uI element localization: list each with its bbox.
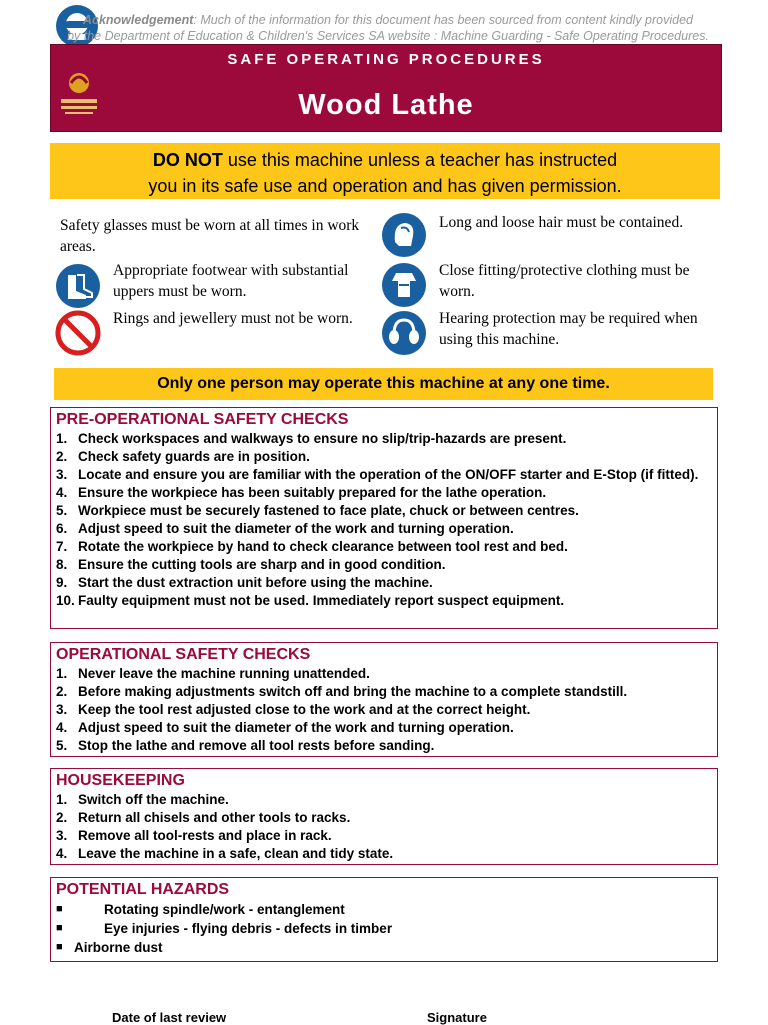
hazard-item: ■ Eye injuries - flying debris - defects in timber (56, 921, 393, 936)
ppe-glasses-text: Safety glasses must be worn at all times in work areas. (60, 217, 360, 255)
list-item: 7. Rotate the workpiece by hand to check clearance between tool rest and bed. (56, 539, 568, 554)
title-banner (50, 44, 722, 132)
warning-line1: use this machine unless a teacher has instructed (222, 150, 618, 170)
list-item: 4. Ensure the workpiece has been suitably prepared for the lathe operation. (56, 485, 547, 500)
list-item: 4. Adjust speed to suit the diameter of the work and turning operation. (56, 720, 514, 735)
last-review-label: Date of last review (112, 1010, 227, 1025)
list-item: 10. Faulty equipment must not be used. Immediately report suspect equipment. (56, 593, 565, 608)
hearing-protection-icon (381, 310, 427, 356)
acknowledgement-note (58, 12, 718, 44)
list-item: 9. Start the dust extraction unit before using the machine. (56, 575, 433, 590)
housekeeping-list (56, 791, 713, 863)
banner-subtitle: SAFE OPERATING PROCEDURES (227, 51, 545, 68)
hazard-item: ■ Airborne dust (56, 940, 163, 955)
pre-operational-section (50, 407, 718, 629)
potential-hazards-section (50, 877, 718, 962)
operational-heading: OPERATIONAL SAFETY CHECKS (56, 646, 311, 663)
no-jewellery-icon (55, 310, 101, 356)
ppe-clothing-text: Close fitting/protective clothing must be worn. (439, 262, 690, 300)
list-item: 5. Workpiece must be securely fastened to face plate, chuck or between centres. (56, 503, 579, 518)
one-person-notice: Only one person may operate this machine at any one time. (54, 368, 713, 400)
ppe-jewellery-text: Rings and jewellery must not be worn. (113, 310, 353, 327)
operational-section (50, 642, 718, 757)
ppe-footwear-text: Appropriate footwear with substantial uppers must be worn. (113, 262, 349, 300)
warning-line2: you in its safe use and operation and has given permission. (148, 176, 622, 196)
list-item: 1. Check workspaces and walkways to ensure no slip/trip-hazards are present. (56, 431, 567, 446)
ppe-hearing-text: Hearing protection may be required when using this machine. (439, 310, 698, 348)
safety-boots-icon (55, 263, 101, 309)
ppe-hair-text: Long and loose hair must be contained. (439, 214, 684, 231)
pre-operational-heading: PRE-OPERATIONAL SAFETY CHECKS (56, 411, 349, 428)
list-item: 5. Stop the lathe and remove all tool rests before sanding. (56, 738, 435, 753)
signature-label: Signature (427, 1010, 487, 1025)
list-item: 2. Before making adjustments switch off and bring the machine to a complete standstill. (56, 684, 628, 699)
acknowledgement-label: Acknowledgement (82, 13, 194, 27)
list-item: 3. Remove all tool-rests and place in rack. (56, 828, 332, 843)
pre-operational-list (56, 430, 713, 610)
warning-emphasis: DO NOT (152, 150, 223, 170)
page-title: Wood Lathe (298, 89, 474, 121)
hair-contained-icon (381, 212, 427, 258)
list-item: 2. Check safety guards are in position. (56, 449, 310, 464)
acknowledgement-line2: by the Department of Education & Children's Services SA website : Machine Guarding - Safe Operating Procedures. (67, 29, 709, 43)
housekeeping-section (50, 768, 718, 865)
list-item: 8. Ensure the cutting tools are sharp and in good condition. (56, 557, 446, 572)
list-item: 6. Adjust speed to suit the diameter of the work and turning operation. (56, 521, 514, 536)
list-item: 1. Never leave the machine running unattended. (56, 666, 370, 681)
list-item: 3. Keep the tool rest adjusted close to the work and at the correct height. (56, 702, 531, 717)
housekeeping-heading: HOUSEKEEPING (56, 772, 185, 789)
hazard-item: ■ Rotating spindle/work - entanglement (56, 902, 345, 917)
operational-list (56, 665, 713, 755)
protective-clothing-icon (381, 262, 427, 308)
list-item: 4. Leave the machine in a safe, clean and tidy state. (56, 846, 394, 861)
list-item: 2. Return all chisels and other tools to racks. (56, 810, 351, 825)
potential-hazards-heading: POTENTIAL HAZARDS (56, 881, 230, 898)
list-item: 1. Switch off the machine. (56, 792, 229, 807)
list-item: 3. Locate and ensure you are familiar with the operation of the ON/OFF starter and E-Stop (if fitted). (56, 467, 699, 482)
acknowledgement-line1: : Much of the information for this document has been sourced from content kindly provided (193, 13, 693, 27)
permission-warning (50, 143, 720, 199)
